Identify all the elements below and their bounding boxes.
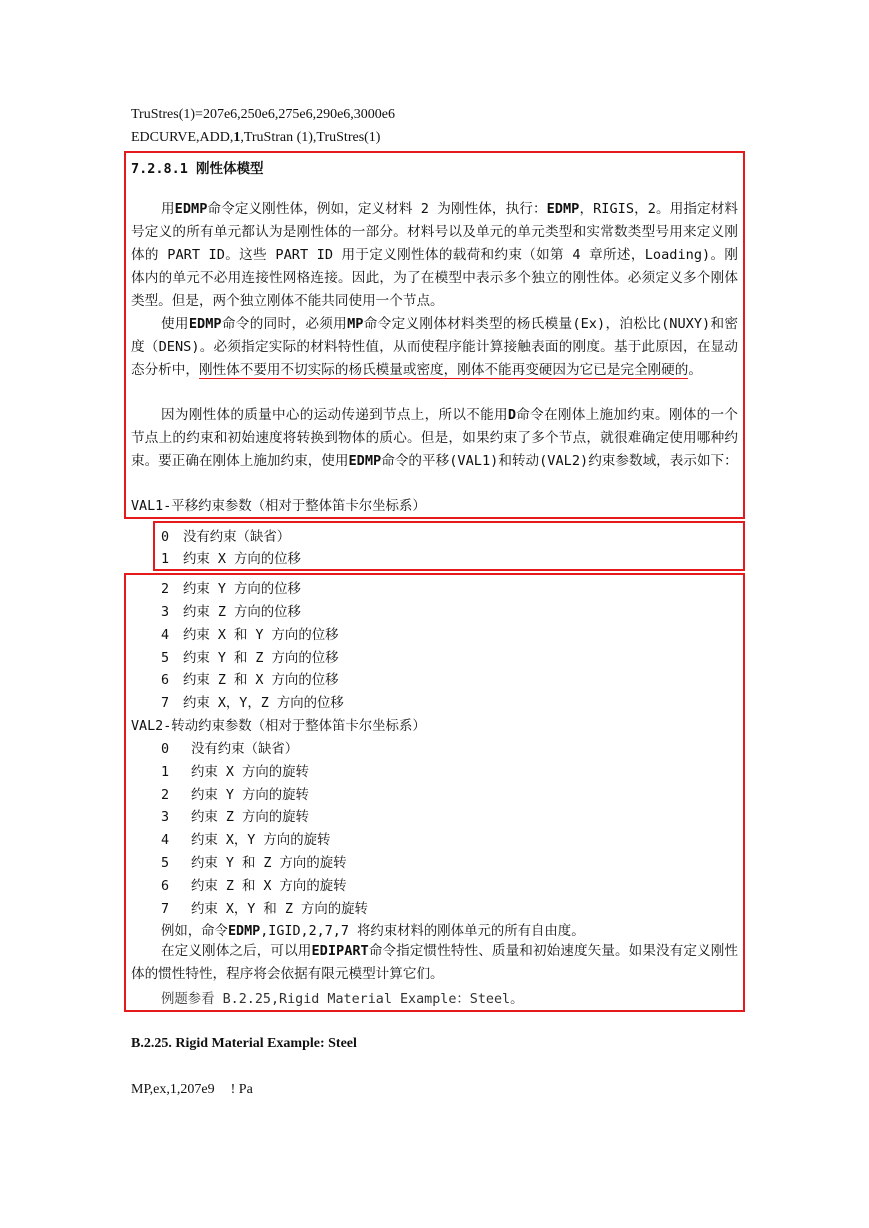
code-line-mp: MP,ex,1,207e9 ! Pa — [131, 1082, 253, 1097]
val1-item: 5 约束 Y 和 Z 方向的位移 — [161, 651, 339, 666]
val2-item: 2 约束 Y 方向的旋转 — [161, 788, 309, 803]
example-reference: 例题参看 B.2.25,Rigid Material Example：Steel。 — [161, 992, 524, 1007]
section-heading: 7.2.8.1 刚性体模型 — [131, 161, 264, 177]
val2-item: 1 约束 X 方向的旋转 — [161, 765, 309, 780]
val2-item: 0 没有约束（缺省） — [161, 742, 299, 757]
val1-item: 2 约束 Y 方向的位移 — [161, 582, 301, 597]
paragraph-mp-material: 使用EDMP命令的同时，必须用MP命令定义刚体材料类型的杨氏模量(Ex)，泊松比(NUXY)和密度（DENS)。必须指定实际的材料特性值，从而使程序能计算接触表面的刚度。基于此原因，在显动态分析中，刚性体不要用不切实际的杨氏模量或密度，刚体不能再变硬因为它已是完全刚硬的。 — [131, 316, 739, 378]
val1-item: 7 约束 X，Y，Z 方向的位移 — [161, 696, 344, 711]
appendix-heading: B.2.25. Rigid Material Example: Steel — [131, 1036, 357, 1051]
val1-item: 0 没有约束（缺省） — [161, 530, 291, 545]
paragraph-constraints: 因为刚性体的质量中心的运动传递到节点上，所以不能用D命令在刚体上施加约束。刚体的一个节点上的约束和初始速度将转换到物体的质心。但是，如果约束了多个节点，就很难确定使用哪种约束。要正确在刚体上施加约束，使用EDMP命令的平移(VAL1)和转动(VAL2)约束参数域，表示如下： — [131, 407, 739, 469]
val2-item: 4 约束 X，Y 方向的旋转 — [161, 833, 331, 848]
example-command-line: 例如，命令EDMP,IGID,2,7,7 将约束材料的刚体单元的所有自由度。 — [161, 924, 585, 939]
val1-item: 3 约束 Z 方向的位移 — [161, 605, 301, 620]
underlined-warning: 刚性体不要用不切实际的杨氏模量或密度，刚体不能再变硬因为它已是完全刚硬的 — [198, 362, 689, 378]
val1-item: 1 约束 X 方向的位移 — [161, 552, 301, 567]
code-line-edcurve: EDCURVE,ADD,1,TruStran (1),TruStres(1) — [131, 130, 381, 145]
paragraph-edipart: 在定义刚体之后，可以用EDIPART命令指定惯性特性、质量和初始速度矢量。如果没有定义刚性体的惯性特性，程序将会依据有限元模型计算它们。 — [131, 943, 739, 982]
val1-item: 6 约束 Z 和 X 方向的位移 — [161, 673, 339, 688]
val2-item: 3 约束 Z 方向的旋转 — [161, 810, 309, 825]
val1-item: 4 约束 X 和 Y 方向的位移 — [161, 628, 339, 643]
val2-item: 6 约束 Z 和 X 方向的旋转 — [161, 879, 347, 894]
val2-item: 5 约束 Y 和 Z 方向的旋转 — [161, 856, 347, 871]
val1-title: VAL1-平移约束参数（相对于整体笛卡尔坐标系） — [131, 499, 426, 514]
code-line-trustres: TruStres(1)=207e6,250e6,275e6,290e6,3000e6 — [131, 107, 396, 122]
val2-title: VAL2-转动约束参数（相对于整体笛卡尔坐标系） — [131, 719, 426, 734]
val2-item: 7 约束 X，Y 和 Z 方向的旋转 — [161, 902, 368, 917]
paragraph-edmp-define: 用EDMP命令定义刚性体，例如，定义材料 2 为刚性体，执行：EDMP，RIGIS，2。用指定材料号定义的所有单元都认为是刚性体的一部分。材料号以及单元的单元类型和实常数类型号用来定义刚体的 PART ID。这些 PART ID 用于定义刚性体的载荷和约束（如第 4 章所述，Loading)。刚体内的单元不必用连接性网格连接。因此，为了在模型中表示多个独立的刚性体。必须定义多个刚体类型。但是，两个独立刚体不能共同使用一个节点。 — [131, 201, 738, 309]
